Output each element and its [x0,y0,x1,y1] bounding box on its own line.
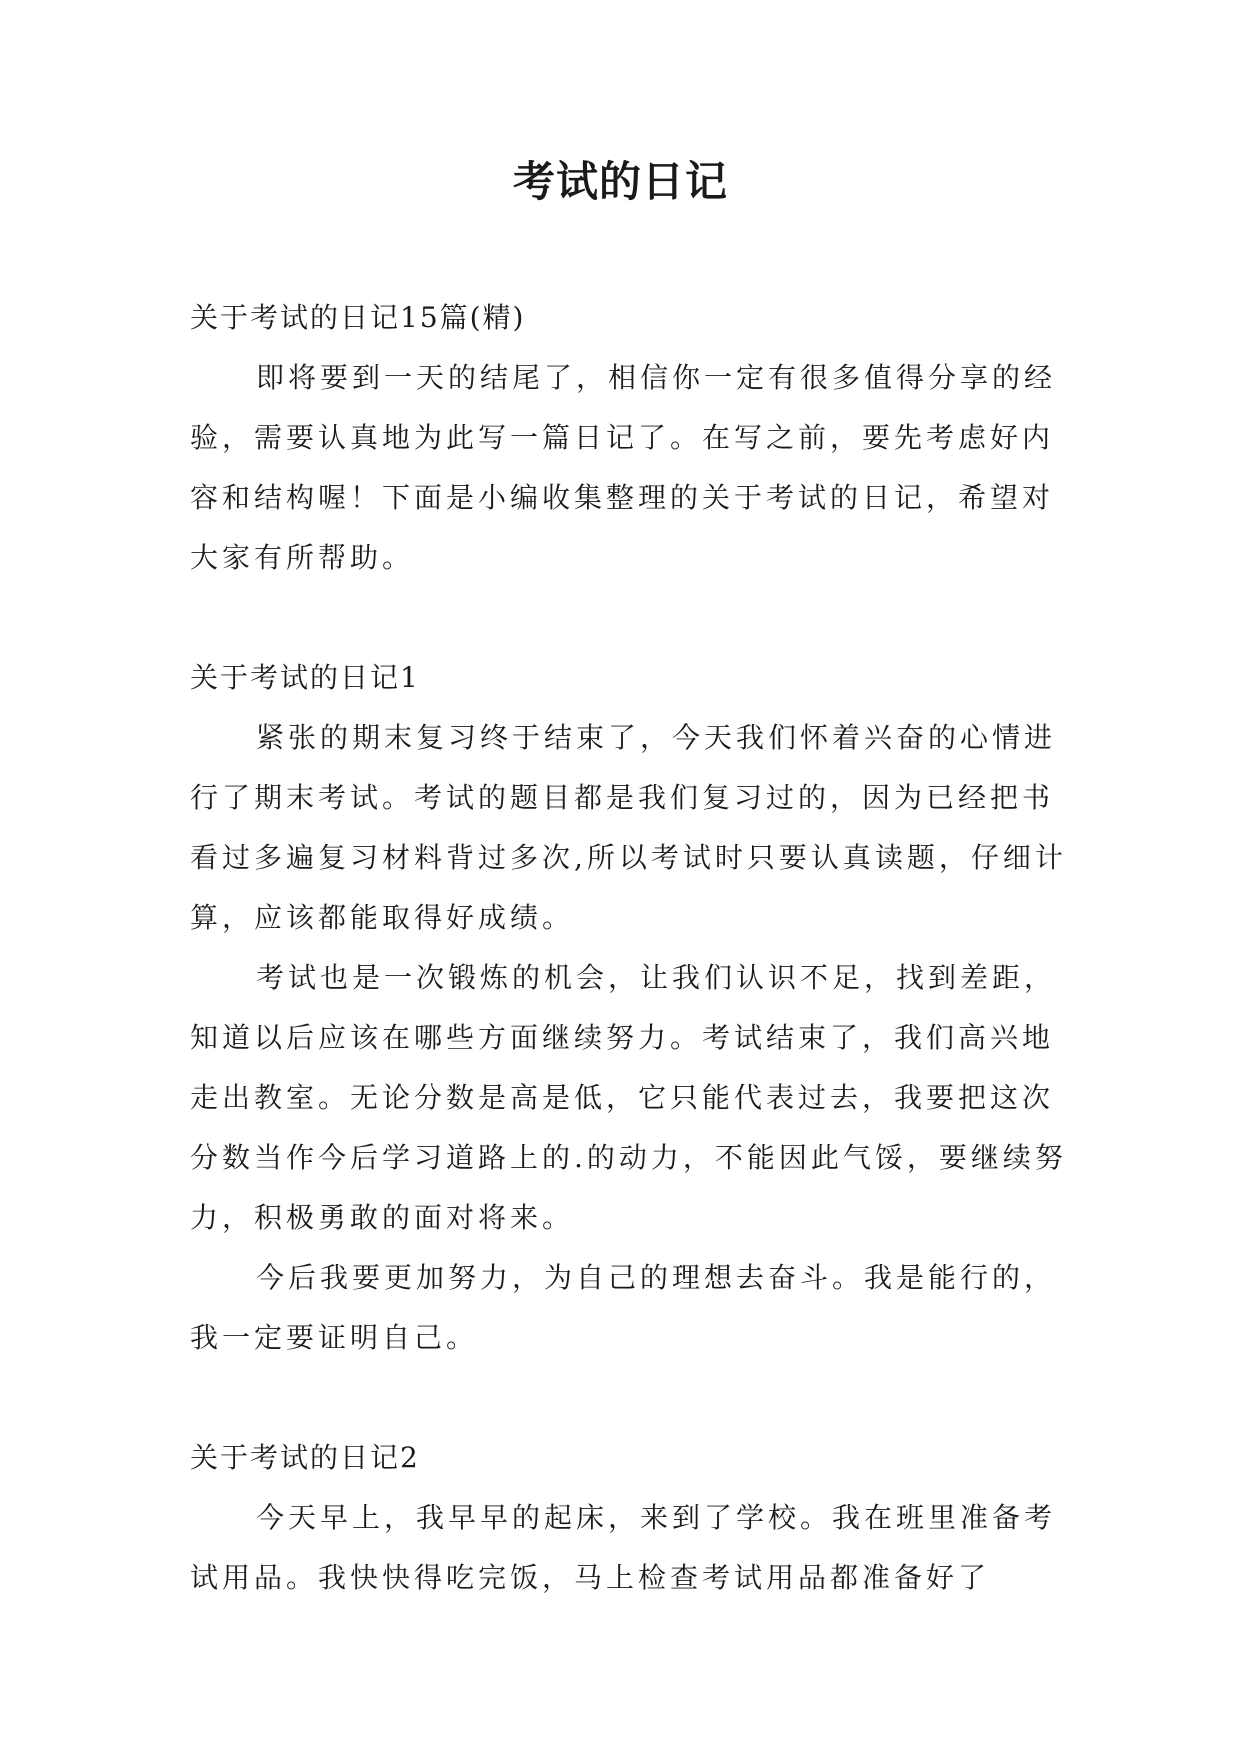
document-body [190,288,1070,1608]
section-1-paragraph-3: 今后我要更加努力，为自己的理想去奋斗。我是能行的，我一定要证明自己。 [190,1261,1057,1354]
intro-heading: 关于考试的日记15篇(精) [190,301,526,334]
intro-paragraph: 即将要到一天的结尾了，相信你一定有很多值得分享的经验，需要认真地为此写一篇日记了。在写之前，要先考虑好内容和结构喔！下面是小编收集整理的关于考试的日记，希望对大家有所帮助。 [190,361,1057,574]
section-1-paragraph-2: 考试也是一次锻炼的机会，让我们认识不足，找到差距，知道以后应该在哪些方面继续努力。考试结束了，我们高兴地走出教室。无论分数是高是低，它只能代表过去，我要把这次分数当作今后学习道路上的.的动力，不能因此气馁，要继续努力，积极勇敢的面对将来。 [190,961,1067,1234]
section-1-heading: 关于考试的日记1 [190,661,420,694]
section-1-paragraph-1: 紧张的期末复习终于结束了，今天我们怀着兴奋的心情进行了期末考试。考试的题目都是我们复习过的，因为已经把书看过多遍复习材料背过多次,所以考试时只要认真读题，仔细计算，应该都能取得好成绩。 [190,721,1067,934]
section-2-paragraph-1: 今天早上，我早早的起床，来到了学校。我在班里准备考试用品。我快快得吃完饭，马上检查考试用品都准备好了 [190,1501,1057,1594]
section-spacer [190,588,1070,648]
section-2-heading: 关于考试的日记2 [190,1441,420,1474]
section-spacer [190,1368,1070,1428]
document-title: 考试的日记 [512,157,728,206]
